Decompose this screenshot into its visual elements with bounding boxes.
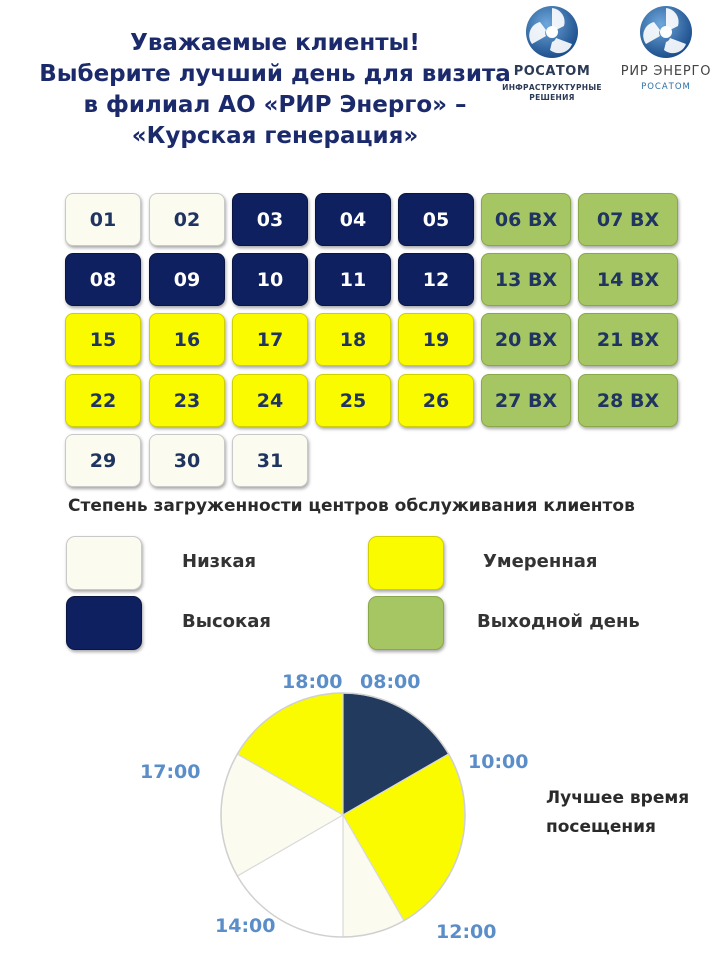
time-label-1000: 10:00 — [468, 751, 529, 773]
calendar-day: 18 — [315, 313, 391, 366]
calendar-day: 12 — [398, 253, 474, 306]
calendar-day: 20 ВХ — [481, 313, 571, 366]
calendar-day: 30 — [149, 434, 225, 487]
calendar-day: 29 — [65, 434, 141, 487]
legend-label-weekend: Выходной день — [477, 611, 640, 632]
calendar-day: 13 ВХ — [481, 253, 571, 306]
calendar-day: 28 ВХ — [578, 374, 678, 427]
calendar-day: 01 — [65, 193, 141, 246]
calendar-day: 19 — [398, 313, 474, 366]
calendar-day: 10 — [232, 253, 308, 306]
time-label-1700: 17:00 — [140, 761, 201, 783]
title-line: «Курская генерация» — [131, 123, 419, 149]
best-time-line: Лучшее время — [546, 788, 690, 808]
calendar-day: 15 — [65, 313, 141, 366]
calendar-day: 17 — [232, 313, 308, 366]
calendar-day: 24 — [232, 374, 308, 427]
calendar-day: 04 — [315, 193, 391, 246]
legend-title: Степень загруженности центров обслуживания клиентов — [68, 496, 635, 516]
calendar-day: 09 — [149, 253, 225, 306]
calendar-day: 27 ВХ — [481, 374, 571, 427]
title-line: в филиал АО «РИР Энерго» – — [83, 92, 467, 118]
calendar-day: 22 — [65, 374, 141, 427]
calendar-day: 31 — [232, 434, 308, 487]
calendar-day: 03 — [232, 193, 308, 246]
rir-logo-subtitle: РОСАТОМ — [641, 82, 691, 92]
calendar-day: 06 ВХ — [481, 193, 571, 246]
rosatom-logo-subtitle-line: РЕШЕНИЯ — [529, 93, 575, 102]
rir-logo-name: РИР ЭНЕРГО — [620, 64, 712, 79]
legend-label-moderate: Умеренная — [483, 551, 598, 572]
time-label-0800: 08:00 — [360, 671, 421, 693]
best-time-caption — [546, 784, 689, 842]
calendar-day: 16 — [149, 313, 225, 366]
legend-label-low: Низкая — [182, 551, 257, 572]
calendar-day: 02 — [149, 193, 225, 246]
title-line: Уважаемые клиенты! — [130, 30, 420, 56]
calendar-day: 14 ВХ — [578, 253, 678, 306]
calendar-day: 23 — [149, 374, 225, 427]
time-label-1400: 14:00 — [215, 915, 276, 937]
legend-label-high: Высокая — [182, 611, 271, 632]
calendar-day: 21 ВХ — [578, 313, 678, 366]
calendar-day: 05 — [398, 193, 474, 246]
calendar-day: 07 ВХ — [578, 193, 678, 246]
best-time-line: посещения — [546, 817, 656, 837]
title-line: Выберите лучший день для визита — [39, 61, 511, 87]
calendar-day: 11 — [315, 253, 391, 306]
rosatom-logo-subtitle-line: ИНФРАСТРУКТУРНЫЕ — [502, 83, 602, 92]
calendar-day: 26 — [398, 374, 474, 427]
rosatom-logo-name: РОСАТОМ — [513, 64, 591, 79]
time-label-1800: 18:00 — [282, 671, 343, 693]
calendar-day: 25 — [315, 374, 391, 427]
time-label-1200: 12:00 — [436, 921, 497, 943]
calendar-day: 08 — [65, 253, 141, 306]
